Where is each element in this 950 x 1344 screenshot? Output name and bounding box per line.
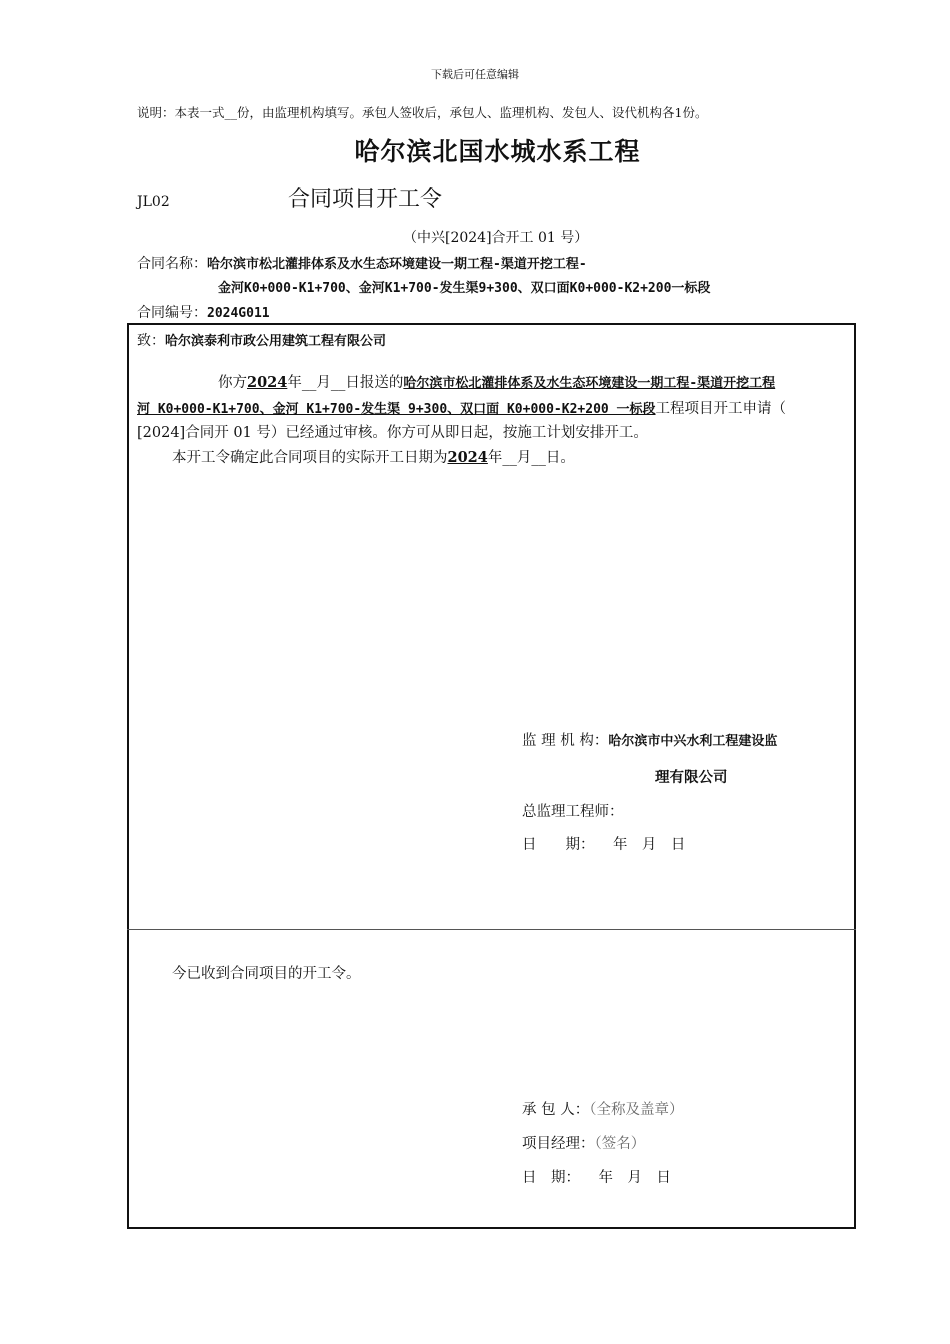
contractor-row bbox=[522, 1098, 683, 1119]
receipt-text: 今已收到合同项目的开工令。 bbox=[172, 966, 361, 982]
order-date-label: 日 期： bbox=[522, 837, 595, 853]
p1-a: 你方 bbox=[218, 375, 247, 391]
p2-project: 河 K0+000-K1+700、金河 K1+700-发生渠 9+300、双口面 K0+000-K2+200 一标段 bbox=[137, 402, 656, 417]
explanation-note: 说明：本表一式__份，由监理机构填写。承包人签收后，承包人、监理机构、发包人、设代机构各1份。 bbox=[137, 105, 708, 120]
supervisor-value-2: 理有限公司 bbox=[655, 770, 728, 786]
order-start-date-line bbox=[172, 446, 575, 467]
form-title: 合同项目开工令 bbox=[288, 187, 443, 212]
manager-row bbox=[522, 1132, 645, 1153]
supervisor-label: 监 理 机 构： bbox=[522, 733, 609, 749]
order-paragraph-line-3: [2024]合同开 01 号）已经通过审核。你方可从即日起，按施工计划安排开工。 bbox=[137, 425, 648, 441]
p4-year: 2024 bbox=[447, 449, 488, 466]
contractor-label: 承 包 人： bbox=[522, 1102, 590, 1118]
supervisor-value: 哈尔滨市中兴水利工程建设监 bbox=[608, 734, 778, 749]
order-paragraph-line-1 bbox=[218, 371, 775, 392]
doc-number: （中兴[2024]合开工 01 号） bbox=[403, 230, 589, 246]
project-title: 哈尔滨北国水城水系工程 bbox=[354, 137, 641, 166]
contract-number-value: 2024G011 bbox=[207, 306, 270, 321]
manager-label: 项目经理： bbox=[522, 1136, 595, 1152]
p1-year: 2024 bbox=[247, 374, 288, 391]
contract-number-row bbox=[137, 302, 270, 322]
p1-project: 哈尔滨市松北灌排体系及水生态环境建设一期工程-渠道开挖工程 bbox=[403, 376, 776, 391]
contract-number-label: 合同编号： bbox=[137, 305, 207, 321]
addressee-row bbox=[137, 330, 386, 350]
p4-a: 本开工令确定此合同项目的实际开工日期为 bbox=[172, 450, 448, 466]
chief-engineer-label: 总监理工程师： bbox=[522, 804, 624, 820]
form-code: JL02 bbox=[137, 194, 170, 210]
section-divider bbox=[127, 929, 856, 930]
receipt-date-value: 年 月 日 bbox=[598, 1170, 671, 1186]
addressee-label: 致： bbox=[137, 333, 165, 349]
contract-name-row bbox=[137, 253, 587, 273]
addressee-value: 哈尔滨泰利市政公用建筑工程有限公司 bbox=[165, 334, 387, 349]
order-date-row bbox=[522, 833, 685, 854]
order-date-value: 年 月 日 bbox=[612, 837, 686, 853]
supervisor-row bbox=[522, 729, 777, 750]
order-paragraph-line-2 bbox=[137, 397, 786, 418]
p1-b: 年__月__日报送的 bbox=[287, 375, 404, 391]
p2-tail: 工程项目开工申请（ bbox=[655, 401, 787, 417]
contract-name-label: 合同名称： bbox=[137, 256, 207, 272]
manager-hint: （签名） bbox=[594, 1136, 646, 1152]
contract-name-value-2: 金河K0+000-K1+700、金河K1+700-发生渠9+300、双口面K0+000-K2+200一标段 bbox=[218, 281, 711, 296]
receipt-date-row bbox=[522, 1166, 671, 1187]
contract-name-value: 哈尔滨市松北灌排体系及水生态环境建设一期工程-渠道开挖工程- bbox=[207, 257, 587, 272]
receipt-date-label: 日 期： bbox=[522, 1170, 580, 1186]
p4-b: 年__月__日。 bbox=[487, 450, 575, 466]
header-note: 下载后可任意编辑 bbox=[431, 68, 519, 81]
contractor-hint: （全称及盖章） bbox=[589, 1102, 684, 1118]
